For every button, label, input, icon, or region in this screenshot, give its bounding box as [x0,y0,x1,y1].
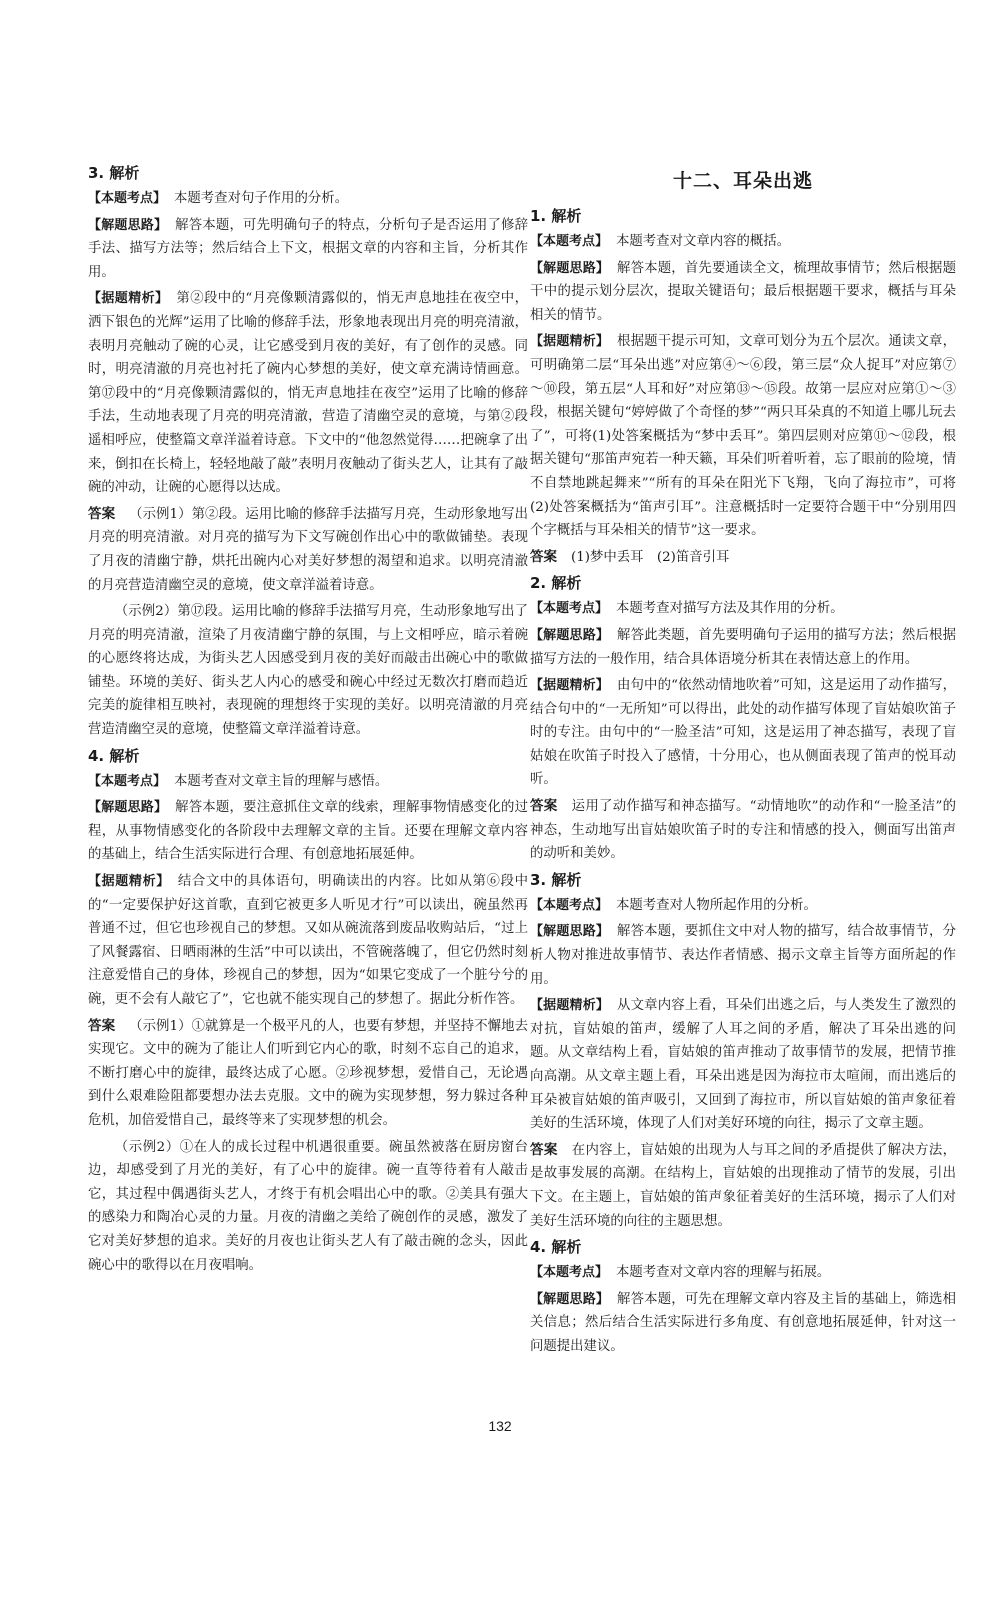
paragraph-text: 解答本题，首先要通读全文，梳理故事情节；然后根据题干中的提示划分层次，提取关键语句；最后根据题干要求，概括与耳朵相关的情节。 [530,260,956,323]
answer-paragraph [88,1015,528,1133]
answer-paragraph [530,1139,956,1233]
answer-label: 答案 [530,798,558,815]
section-label: 【本题考点】 [88,773,167,789]
analysis-paragraph [530,597,956,621]
paragraph-text: 解答本题，要抓住文中对人物的描写，结合故事情节，分析人物对推进故事情节、表达作者情感、揭示文章主旨等方面所起的作用。 [530,924,956,987]
analysis-paragraph [530,894,956,918]
analysis-paragraph [88,287,528,499]
section-label: 【解题思路】 [530,924,610,940]
question-heading: 3. 解析 [530,870,582,889]
paragraph-text: 结合文中的具体语句，明确读出的内容。比如从第⑥段中的“一定要保护好这首歌，直到它被更多人听见才行”可以读出，碗虽然再普通不过，但它也珍视自己的梦想。又如从碗流落到废品收购站后，“过上了风餐露宿、日晒雨淋的生活”中可以读出，不管碗落魄了，但它仍然时刻注意爱惜自己的身体，珍视自己的梦想，因为“如果它变成了一个脏兮兮的碗，更不会有人敲它了”，它也就不能实现自己的梦想了。据此分析作答。 [88,874,528,1007]
paragraph-text: 从文章内容上看，耳朵们出逃之后，与人类发生了激烈的对抗，盲姑娘的笛声，缓解了人耳之间的矛盾，解决了耳朵出逃的问题。从文章结构上看，盲姑娘的笛声推动了故事情节的发展，把情节推向高潮。从文章主题上看，耳朵出逃是因为海拉市太喧闹，而出逃后的耳朵被盲姑娘的笛声吸引，又回到了海拉市，所以盲姑娘的笛声象征着美好的生活环境，体现了人们对美好环境的向往，揭示了文章主题。 [530,998,956,1132]
analysis-paragraph [530,257,956,328]
answer-label: 答案 [530,548,557,565]
section-label: 【解题思路】 [530,1291,610,1307]
answer-label: 答案 [530,1141,558,1158]
paragraph-text: 解答本题，要注意抓住文章的线索，理解事物情感变化的过程，从事物情感变化的各阶段中去理解文章的主旨。还要在理解文章内容的基础上，结合生活实际进行合理、有创意地拓展延伸。 [88,800,528,863]
paragraph-text: 本题考查对人物所起作用的分析。 [616,897,817,913]
paragraph-text: 本题考查对句子作用的分析。 [174,191,349,206]
paragraph-text: 解答本题，可先明确句子的特点，分析句子是否运用了修辞手法、描写方法等；然后结合上下文，根据文章的内容和主旨，分析其作用。 [88,217,528,280]
analysis-paragraph [530,994,956,1136]
section-label: 【解题思路】 [530,260,610,276]
section-label: 【据题精析】 [530,334,610,350]
paragraph-text: （示例1）①就算是一个极平凡的人，也要有梦想，并坚持不懈地去实现它。文中的碗为了能让人们听到它内心的歌，时刻不忘自己的追求，不断打磨心中的旋律，最终达成了心愿。②珍视梦想，爱惜自己，无论遇到什么艰难险阻都要想办法去克服。文中的碗为实现梦想，努力躲过各种危机，加倍爱惜自己，最终等来了实现梦想的机会。 [88,1018,528,1128]
answer-paragraph [530,546,956,570]
paragraph-text: (1)梦中丢耳 (2)笛音引耳 [571,549,730,565]
paragraph-text: 根据题干提示可知，文章可划分为五个层次。通读文章，可明确第二层“耳朵出逃”对应第④～⑥段，第三层“众人捉耳”对应第⑦～⑩段，第五层“人耳和好”对应第⑬～⑮段。故第一层应对应第①～③段，根据关键句“婷婷做了个奇怪的梦”“两只耳朵真的不知道上哪儿玩去了”，可将(1)处答案概括为“梦中丢耳”。第四层则对应第⑪～⑫段，根据关键句“那笛声宛若一种天籁，耳朵们听着听着，忘了眼前的险境，情不自禁地跳起舞来”“所有的耳朵在阳光下飞翔，飞向了海拉市”，可将(2)处答案概括为“笛声引耳”。注意概括时一定要符合题干中“分别用四个字概括与耳朵相关的情节”这一要求。 [530,334,956,539]
section-label: 【据题精析】 [88,874,170,890]
analysis-paragraph [88,870,528,1012]
analysis-paragraph [530,624,956,671]
paragraph-text: 由句中的“依然动情地吹着”可知，这是运用了动作描写，结合句中的“一无所知”可以得出，此处的动作描写体现了盲姑娘吹笛子时的专注。由句中的“一脸圣洁”可知，这是运用了神态描写，表现了盲姑娘在吹笛子时投入了感情，十分用心，也从侧面表现了笛声的悦耳动听。 [530,678,956,788]
paragraph-text: 解答本题，可先在理解文章内容及主旨的基础上，筛选相关信息；然后结合生活实际进行多角度、有创意地拓展延伸，针对这一问题提出建议。 [530,1291,956,1354]
answer-label: 答案 [88,505,116,522]
analysis-paragraph [530,920,956,991]
section-label: 【解题思路】 [88,800,168,816]
analysis-paragraph [88,796,528,867]
paragraph-text: 在内容上，盲姑娘的出现为人与耳之间的矛盾提供了解决方法，是故事发展的高潮。在结构上，盲姑娘的出现推动了情节的发展，引出下文。在主题上，盲姑娘的笛声象征着美好的生活环境，揭示了人们对美好生活环境的向往的主题思想。 [530,1142,957,1229]
analysis-paragraph [530,230,956,254]
analysis-paragraph [530,1261,956,1285]
right-column-body [530,205,956,1359]
analysis-paragraph [530,1288,956,1359]
section-label: 【解题思路】 [530,627,610,643]
answer-label: 答案 [88,1017,116,1034]
question-heading: 3. 解析 [88,164,140,182]
answer-example-paragraph: （示例2）①在人的成长过程中机遇很重要。碗虽然被落在厨房窗台边，却感受到了月光的美好，有了心中的旋律。碗一直等待着有人敲击它，其过程中偶遇街头艺人，才终于有机会唱出心中的歌。②美具有强大的感染力和陶冶心灵的力量。月夜的清幽之美给了碗创作的灵感，激发了它对美好梦想的追求。美好的月夜也让街头艺人有了敲击碗的念头，因此碗心中的歌得以在月夜唱响。 [88,1139,528,1273]
paragraph-text: 本题考查对文章主旨的理解与感悟。 [174,773,389,789]
paragraph-text: 本题考查对文章内容的理解与拓展。 [616,1265,831,1281]
question-heading: 4. 解析 [88,746,140,765]
paragraph-text: 本题考查对文章内容的概括。 [616,234,791,249]
analysis-paragraph [88,770,528,794]
answer-paragraph [530,795,956,866]
analysis-paragraph [88,214,528,285]
section-label: 【本题考点】 [530,234,609,249]
analysis-paragraph [530,330,956,542]
section-label: 【据题精析】 [88,291,169,307]
paragraph-text: （示例1）第②段。运用比喻的修辞手法描写月亮，生动形象地写出月亮的明亮清澈。对月亮的描写为下文写碗创作出心中的歌做铺垫。表现了月夜的清幽宁静，烘托出碗内心对美好梦想的渴望和追求。以明亮清澈的月亮营造清幽空灵的意境，使文章洋溢着诗意。 [88,506,528,593]
analysis-paragraph [88,187,528,211]
paragraph-text: 解答此类题，首先要明确句子运用的描写方法；然后根据描写方法的一般作用，结合具体语境分析其在表情达意上的作用。 [530,627,956,667]
paragraph-text: 第②段中的“月亮像颗清露似的，悄无声息地挂在夜空中，洒下银色的光辉”运用了比喻的修辞手法，形象地表现出月亮的明亮清澈，表明月亮触动了碗的心灵，让它感受到月夜的美好，有了创作的灵感。同时，明亮清澈的月亮也衬托了碗内心梦想的美好，使文章充满诗情画意。第⑰段中的“月亮像颗清露似的，悄无声息地挂在夜空”运用了比喻的修辞手法，生动地表现了月亮的明亮清澈，营造了清幽空灵的意境，与第②段遥相呼应，使整篇文章洋溢着诗意。下文中的“他忽然觉得……把碗拿了出来，倒扣在长椅上，轻轻地敲了敲”表明月夜触动了街头艺人，让其有了敲碗的冲动，让碗的心愿得以达成。 [88,291,528,496]
right-column [530,160,956,1362]
section-label: 【本题考点】 [530,897,609,913]
question-heading: 1. 解析 [530,207,582,225]
analysis-paragraph [530,674,956,792]
section-label: 【解题思路】 [88,217,168,233]
question-heading: 4. 解析 [530,1238,582,1257]
question-heading: 2. 解析 [530,574,582,593]
section-label: 【本题考点】 [530,1265,609,1281]
paragraph-text: 运用了动作描写和神态描写。“动情地吹”的动作和“一脸圣洁”的神态，生动地写出盲姑娘吹笛子时的专注和情感的投入，侧面写出笛声的动听和美妙。 [530,799,957,862]
section-label: 【本题考点】 [88,191,167,206]
answer-paragraph [88,503,528,597]
section-label: 【据题精析】 [530,998,610,1014]
section-label: 【据题精析】 [530,678,609,694]
left-column [88,160,528,1280]
page-number: 132 [488,1418,512,1434]
answer-example-paragraph: （示例2）第⑰段。运用比喻的修辞手法描写月亮，生动形象地写出了月亮的明亮清澈，渲染了月夜清幽宁静的氛围，与上文相呼应，暗示着碗的心愿终将达成，为街头艺人因感受到月夜的美好而敲击出碗心中的歌做铺垫。环境的美好、街头艺人内心的感受和碗心中经过无数次打磨而趋近完美的旋律相互映衬，表现碗的理想终于实现的美好。以明亮清澈的月亮营造清幽空灵的意境，使整篇文章洋溢着诗意。 [88,604,528,738]
section-title: 十二、耳朵出逃 [672,170,813,192]
section-label: 【本题考点】 [530,601,609,617]
paragraph-text: 本题考查对描写方法及其作用的分析。 [616,601,844,617]
